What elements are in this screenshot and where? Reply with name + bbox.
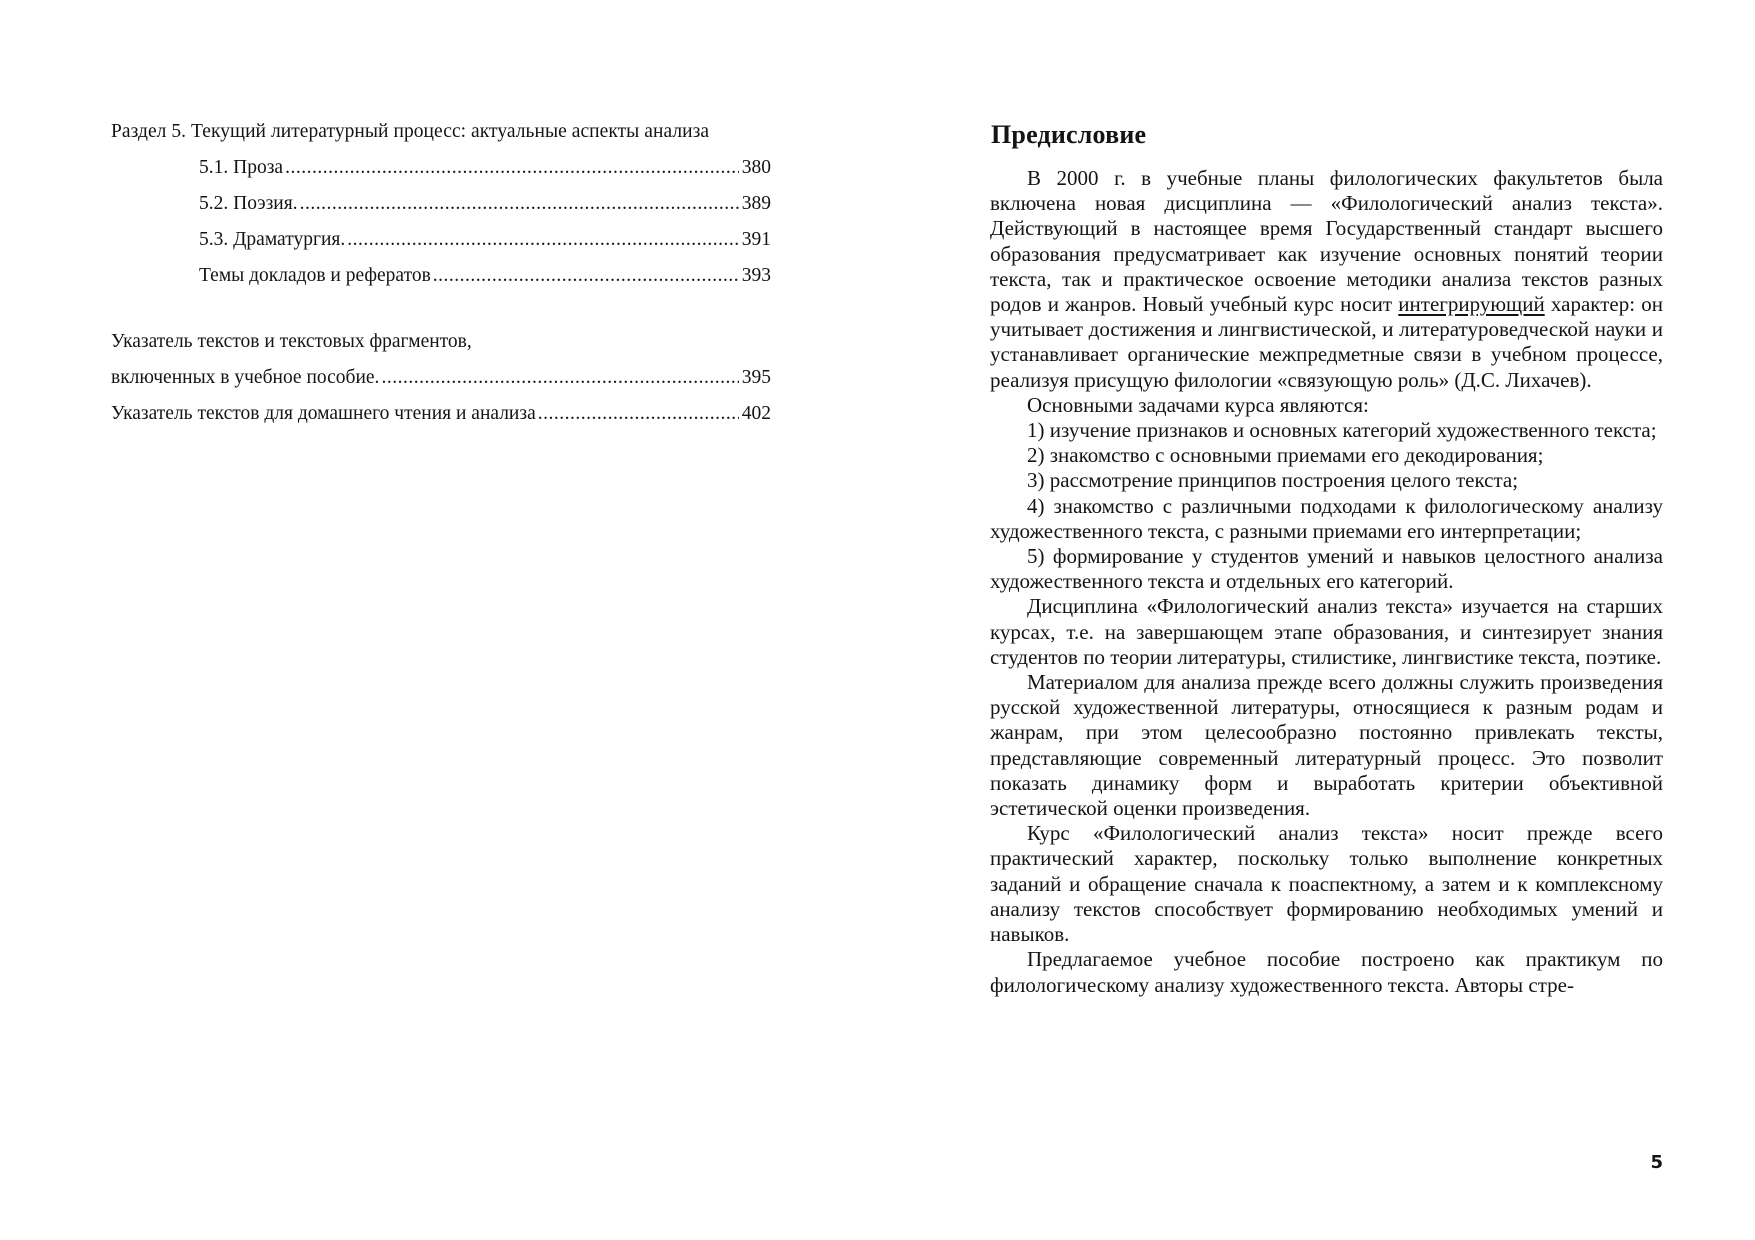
dot-leader (433, 258, 739, 294)
task-item: 4) знакомство с различными подходами к филологическому анализу художественного текста, с разными приемами его интерпретации; (990, 493, 1663, 543)
toc-entry-page: 393 (741, 265, 771, 286)
right-page (877, 0, 1755, 1240)
paragraph: Материалом для анализа прежде всего должны служить произведения русской художественной литературы, относящиеся к разным родам и жанрам, при этом целесообразно постоянно привлекать тексты, представляющие современный литературный процесс. Это позволит показать динамику форм и выработать критерии объективной эстетической оценки произведения. (990, 670, 1663, 821)
page-title: Предисловие (991, 120, 1147, 149)
paragraph: Предлагаемое учебное пособие построено как практикум по филологическому анализу художественного текста. Авторы стре- (990, 947, 1663, 997)
task-item: 3) рассмотрение принципов построения целого текста; (1027, 468, 1519, 493)
task-item: 2) знакомство с основными приемами его декодирования; (1027, 443, 1544, 468)
toc-entry-page: 380 (741, 157, 771, 178)
paragraph: Дисциплина «Филологический анализ текста» изучается на старших курсах, т.е. на завершающем этапе образования, и синтезирует знания студентов по теории литературы, стилистике, лингвистике текста, поэтике. (990, 594, 1663, 669)
toc-section-title: Раздел 5. Текущий литературный процесс: актуальные аспекты анализа (111, 121, 710, 142)
left-page (0, 0, 877, 1240)
dot-leader (285, 150, 739, 186)
toc-entry-prose (111, 150, 771, 186)
page-number: 5 (1650, 1152, 1663, 1173)
toc-entry-drama (111, 222, 771, 258)
toc-entry-index-home-reading (111, 396, 771, 432)
toc-entry-label: Указатель текстов для домашнего чтения и анализа (111, 403, 536, 424)
toc-entry-label: 5.2. Поэзия. (199, 193, 298, 214)
dot-leader (300, 186, 739, 222)
toc-entry-label: включенных в учебное пособие. (111, 367, 380, 388)
toc-entry-page: 391 (741, 229, 771, 250)
toc-entry-index-texts (111, 360, 771, 396)
toc-index-texts-line1: Указатель текстов и текстовых фрагментов, (111, 331, 472, 352)
toc-entry-label: Темы докладов и рефератов (199, 265, 431, 286)
paragraph: Основными задачами курса являются: (1027, 392, 1369, 417)
dot-leader (538, 396, 739, 432)
task-item: 1) изучение признаков и основных категорий художественного текста; (1027, 418, 1657, 443)
paragraph: Курс «Филологический анализ текста» носит прежде всего практический характер, поскольку только выполнение конкретных заданий и обращение сначала к поаспектному, а затем и к комплексному анализу текстов способствует формированию необходимых умений и навыков. (990, 821, 1663, 947)
toc-spacer (111, 294, 771, 324)
preface-body (990, 166, 1663, 998)
toc-entry-label: 5.3. Драматургия. (199, 229, 346, 250)
toc-entry-page: 395 (741, 367, 771, 388)
task-item: 5) формирование у студентов умений и навыков целостного анализа художественного текста и отдельных его категорий. (990, 544, 1663, 594)
toc-entry-poetry (111, 186, 771, 222)
toc-entry-label: 5.1. Проза (199, 157, 284, 178)
table-of-contents (111, 114, 771, 432)
paragraph: В 2000 г. в учебные планы филологических факультетов была включена новая дисциплина — «Филологический анализ текста». Действующий в настоящее время Государственный стандарт высшего образования предусматривает как изучение основных понятий теории текста, так и практическое освоение методики анализа текстов разных родов и жанров. Новый учебный курс носит интегрирующий характер: он учитывает достижения и лингвистической, и литературоведческой науки и устанавливает органические межпредметные связи в учебном процессе, реализуя присущую филологии «связующую роль» (Д.С. Лихачев). (990, 166, 1663, 392)
underlined-word: интегрирующий (1398, 292, 1545, 317)
dot-leader (381, 360, 738, 396)
dot-leader (347, 222, 739, 258)
toc-entry-page: 389 (741, 193, 771, 214)
toc-entry-report-topics (111, 258, 771, 294)
toc-entry-page: 402 (741, 403, 771, 424)
